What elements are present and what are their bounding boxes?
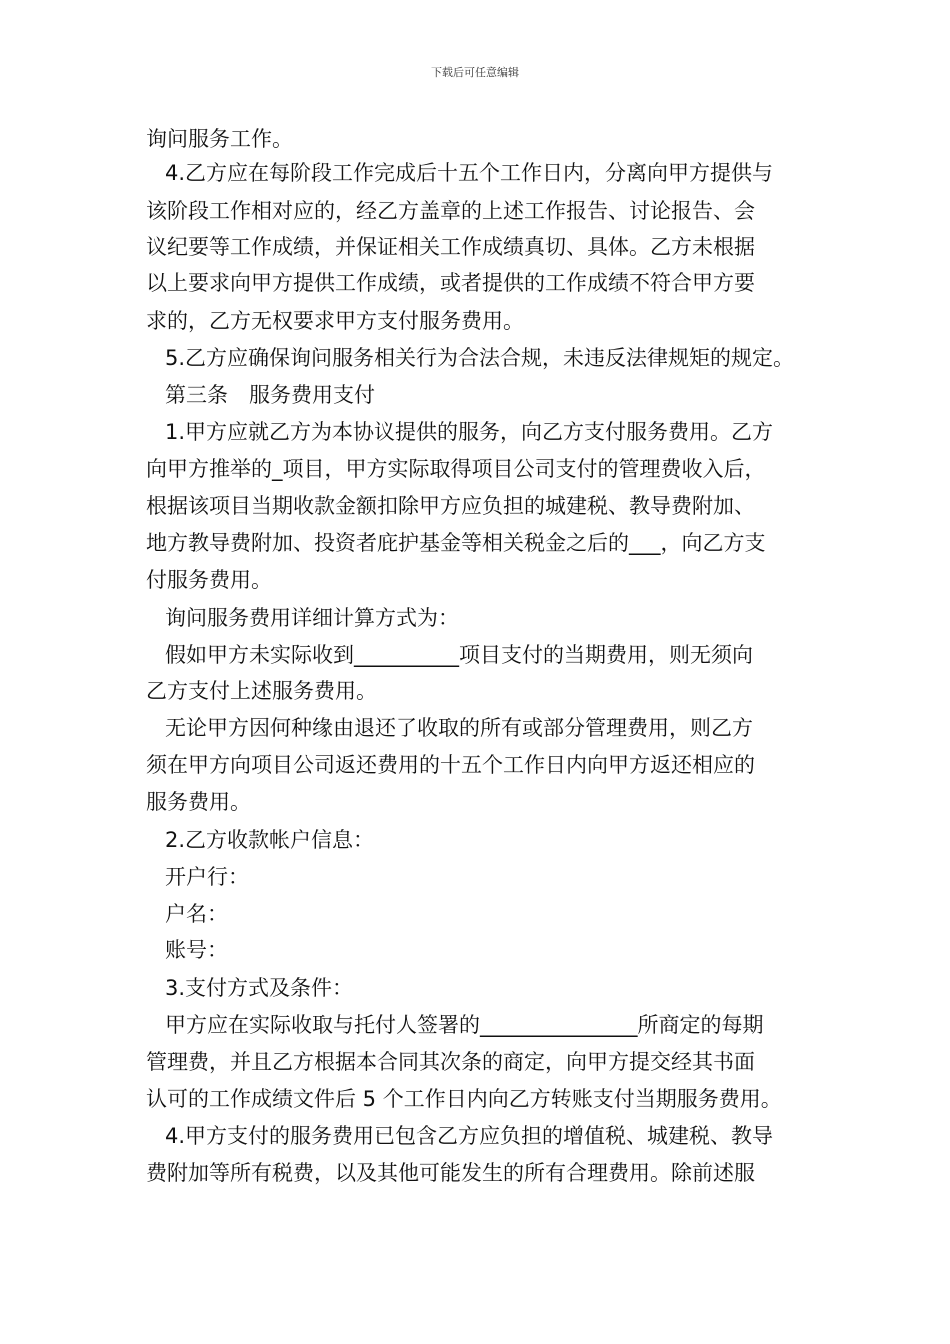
text-line: 询问服务工作。 [146,127,293,151]
text-line: 4.乙方应在每阶段工作完成后十五个工作日内，分离向甲方提供与 [165,161,774,185]
text-line: 假如甲方未实际收到__________项目支付的当期费用，则无须向 [165,643,753,667]
text-line: 根据该项目当期收款金额扣除甲方应负担的城建税、教导费附加、 [146,494,755,518]
text-line: 2.乙方收款帐户信息： [165,828,375,852]
text-line: 地方教导费附加、投资者庇护基金等相关税金之后的___，向乙方支 [146,531,766,555]
text-line: 求的，乙方无权要求甲方支付服务费用。 [146,309,524,333]
text-line: 认可的工作成绩文件后 5 个工作日内向乙方转账支付当期服务费用。 [146,1087,782,1111]
text-line: 议纪要等工作成绩，并保证相关工作成绩真切、具体。乙方未根据 [146,235,755,259]
text-line: 1.甲方应就乙方为本协议提供的服务，向乙方支付服务费用。乙方 [165,420,774,444]
text-line: 以上要求向甲方提供工作成绩，或者提供的工作成绩不符合甲方要 [146,271,755,295]
text-line: 户名： [165,902,228,926]
header-note: 下载后可任意编辑 [431,66,519,79]
text-line: 乙方支付上述服务费用。 [146,679,377,703]
text-line: 询问服务费用详细计算方式为： [165,606,459,630]
text-line: 服务费用。 [146,790,251,814]
text-line: 付服务费用。 [146,568,272,592]
section-heading: 第三条 服务费用支付 [165,383,375,407]
text-line: 该阶段工作相对应的，经乙方盖章的上述工作报告、讨论报告、会 [146,199,755,223]
text-line: 管理费，并且乙方根据本合同其次条的商定，向甲方提交经其书面 [146,1050,755,1074]
text-line: 向甲方推举的_项目，甲方实际取得项目公司支付的管理费收入后， [146,457,766,481]
text-line: 5.乙方应确保询问服务相关行为合法合规，未违反法律规矩的规定。 [165,346,795,370]
text-line: 费附加等所有税费，以及其他可能发生的所有合理费用。除前述服 [146,1161,755,1185]
text-line: 3.支付方式及条件： [165,976,354,1000]
text-line: 账号： [165,938,228,962]
text-line: 甲方应在实际收取与托付人签署的_______________所商定的每期 [165,1013,764,1037]
text-line: 开户行： [165,865,249,889]
text-line: 须在甲方向项目公司返还费用的十五个工作日内向甲方返还相应的 [146,753,755,777]
text-line: 无论甲方因何种缘由退还了收取的所有或部分管理费用，则乙方 [165,716,753,740]
text-line: 4.甲方支付的服务费用已包含乙方应负担的增值税、城建税、教导 [165,1124,774,1148]
